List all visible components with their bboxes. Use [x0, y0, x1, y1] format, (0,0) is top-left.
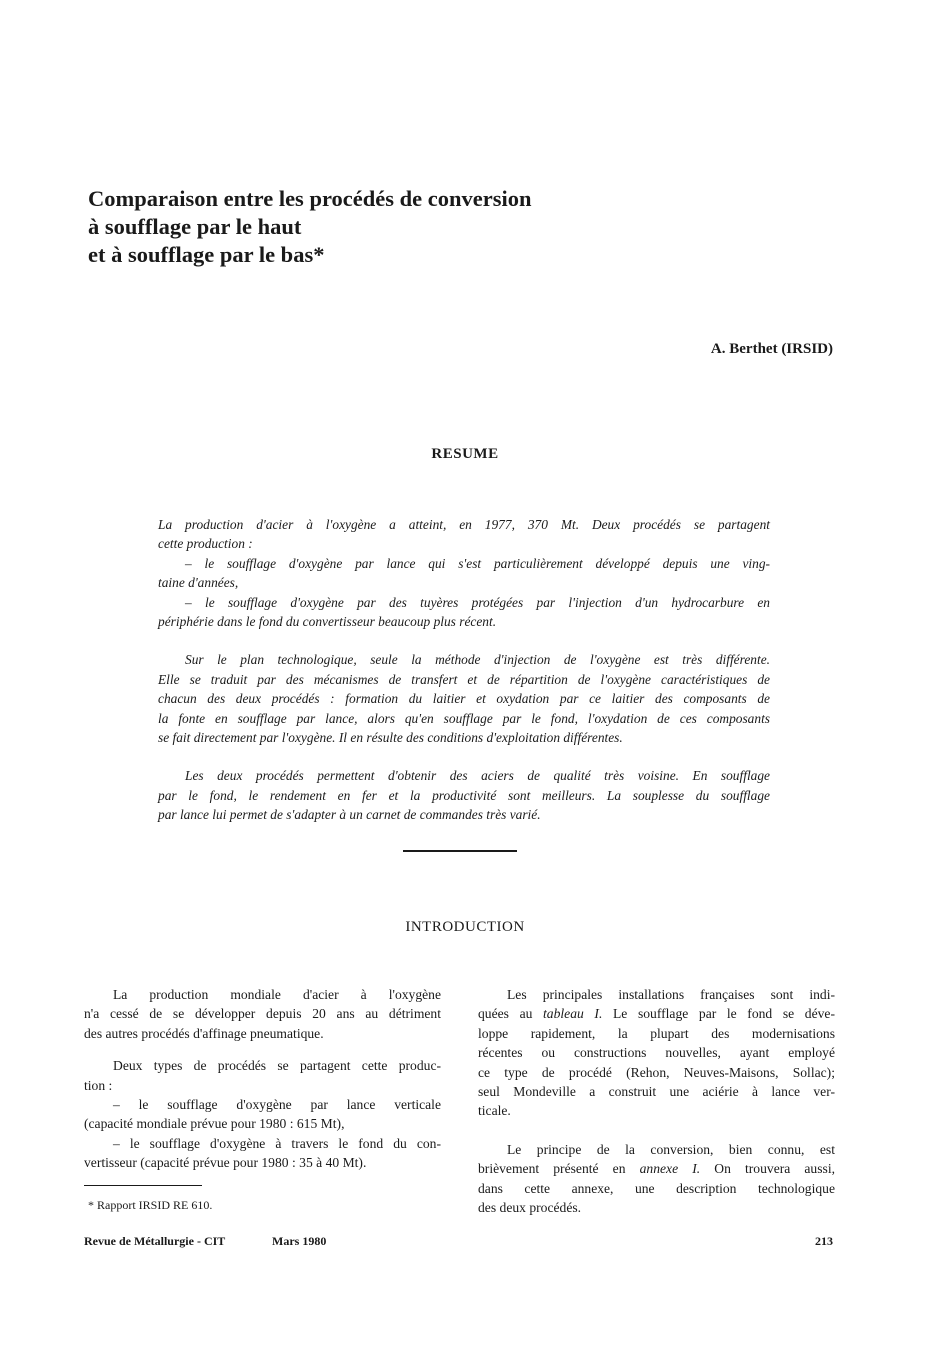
abstract-line: cette production : — [158, 536, 253, 552]
footer-journal-name: Revue de Métallurgie - CIT — [84, 1234, 226, 1248]
body-line — [478, 1159, 835, 1178]
abstract-line: périphérie dans le fond du convertisseur beaucoup plus récent. — [158, 614, 497, 630]
body-line: des autres procédés d'affinage pneumatique. — [84, 1025, 324, 1041]
body-line: La production mondiale d'acier à l'oxygène — [113, 987, 441, 1002]
abstract-line: – le soufflage d'oxygène par lance qui s'est particulièrement développé depuis une ving- — [185, 555, 770, 571]
abstract-paragraph-1 — [158, 515, 770, 631]
page-number: 213 — [815, 1234, 833, 1248]
footer-issue-date: Mars 1980 — [272, 1234, 327, 1248]
body-text: quées au — [478, 1006, 544, 1022]
section-divider — [403, 850, 517, 852]
author-line: A. Berthet (IRSID) — [710, 341, 833, 357]
abstract-line: taine d'années, — [158, 575, 239, 591]
body-line: loppe rapidement, la plupart des modernisations — [478, 1025, 835, 1041]
body-line: vertisseur (capacité prévue pour 1980 : 35 à 40 Mt). — [84, 1155, 367, 1171]
introduction-heading: INTRODUCTION — [405, 919, 525, 935]
body-column-right — [478, 985, 835, 1230]
abstract-line: se fait directement par l'oxygène. Il en résulte des conditions d'exploitation différentes. — [158, 730, 623, 746]
abstract-paragraph-3 — [158, 766, 770, 824]
body-text: brièvement présenté en — [478, 1161, 640, 1177]
abstract — [158, 515, 770, 844]
body-line: dans cette annexe, une description technologique — [478, 1180, 835, 1196]
abstract-line: Les deux procédés permettent d'obtenir des aciers de qualité très voisine. En soufflage — [185, 768, 770, 784]
footnote: * Rapport IRSID RE 610. — [88, 1198, 213, 1212]
title-line-3: et à soufflage par le bas* — [88, 242, 325, 267]
body-line — [478, 1004, 835, 1023]
abstract-line: – le soufflage d'oxygène par des tuyères protégées par l'injection d'un hydrocarbure en — [185, 594, 770, 610]
table-reference-link[interactable]: tableau I. — [543, 1006, 603, 1022]
body-line: Les principales installations françaises sont indi- — [507, 987, 835, 1002]
abstract-line: par lance lui permet de s'adapter à un carnet de commandes très varié. — [158, 807, 541, 823]
abstract-line: Elle se traduit par des mécanismes de transfert et de répartition de l'oxygène caractéristiques de — [158, 671, 770, 687]
annex-reference-link[interactable]: annexe I. — [639, 1161, 701, 1177]
intro-paragraph-1 — [84, 985, 441, 1043]
body-line: ticale. — [478, 1103, 511, 1119]
intro-paragraph-2 — [84, 1056, 441, 1172]
abstract-line: la fonte en soufflage par lance, alors qu'en soufflage par le fond, l'oxydation de ces composants — [158, 710, 770, 726]
abstract-line: La production d'acier à l'oxygène a atteint, en 1977, 370 Mt. Deux procédés se partagent — [158, 517, 770, 532]
resume-heading: RESUME — [431, 446, 499, 462]
body-line: seul Mondeville a construit une aciérie à lance ver- — [478, 1084, 835, 1100]
intro-paragraph-3 — [478, 985, 835, 1121]
body-text: On trouvera aussi, — [700, 1161, 835, 1177]
body-line: récentes ou constructions nouvelles, ayant employé — [478, 1045, 835, 1061]
body-column-left — [84, 985, 441, 1186]
intro-paragraph-4 — [478, 1140, 835, 1218]
body-line: tion : — [84, 1077, 113, 1093]
body-line: – le soufflage d'oxygène par lance verticale — [113, 1097, 441, 1113]
body-line: (capacité mondiale prévue pour 1980 : 615 Mt), — [84, 1116, 345, 1132]
footnote-rule — [84, 1185, 202, 1186]
title-line-2: à soufflage par le haut — [88, 214, 302, 239]
abstract-line: chacun des deux procédés : formation du laitier et oxydation par ce laitier des composants de — [158, 691, 770, 707]
body-line: Le principe de la conversion, bien connu, est — [507, 1141, 835, 1157]
abstract-line: par le fond, le rendement en fer et la productivité sont meilleurs. La souplesse du soufflage — [158, 787, 770, 803]
body-line: des deux procédés. — [478, 1200, 582, 1216]
body-line: – le soufflage d'oxygène à travers le fond du con- — [113, 1135, 441, 1151]
title-line-1: Comparaison entre les procédés de conversion — [88, 186, 532, 211]
abstract-line: Sur le plan technologique, seule la méthode d'injection de l'oxygène est très différente. — [185, 652, 770, 668]
abstract-paragraph-2 — [158, 650, 770, 747]
body-line: n'a cessé de se développer depuis 20 ans au détriment — [84, 1006, 441, 1022]
body-line: Deux types de procédés se partagent cette produc- — [113, 1058, 441, 1074]
body-text: Le soufflage par le fond se déve- — [602, 1006, 835, 1022]
article-title — [88, 185, 728, 269]
body-line: ce type de procédé (Rehon, Neuves-Maisons, Sollac); — [478, 1064, 835, 1080]
